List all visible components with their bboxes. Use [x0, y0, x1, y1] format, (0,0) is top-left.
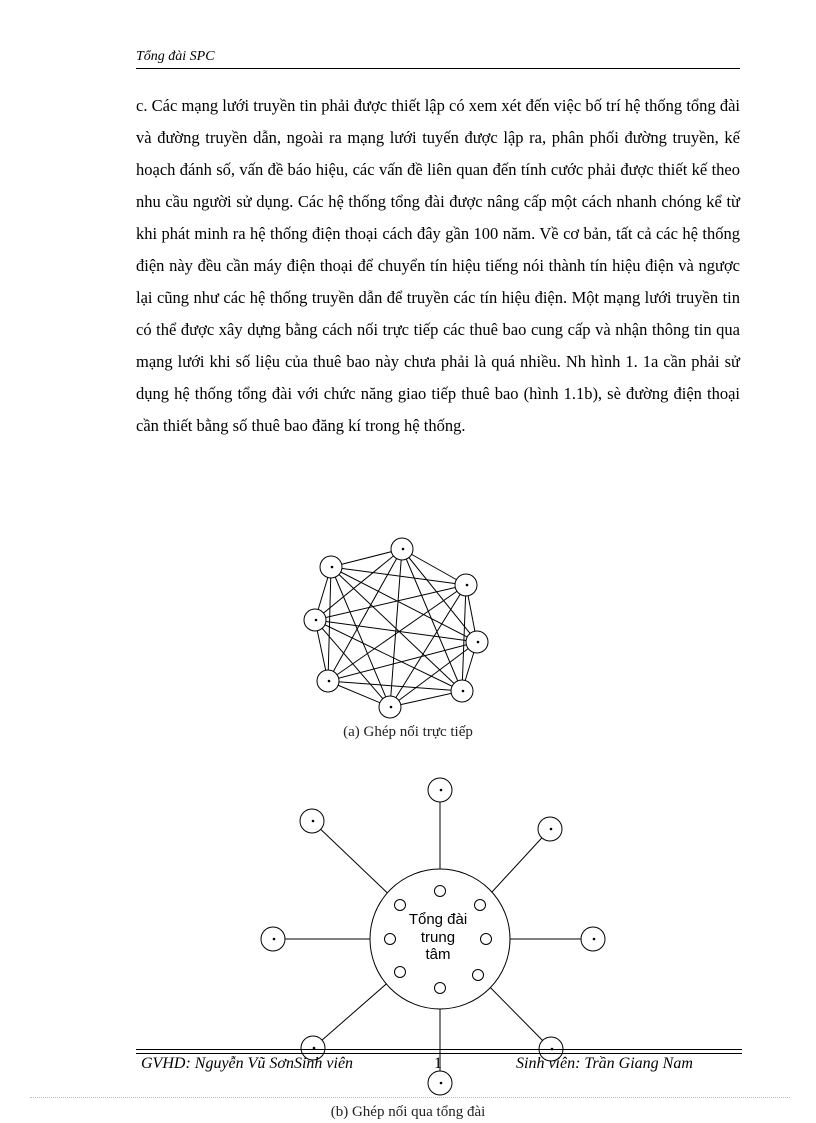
- subscriber-node-mark: [402, 548, 405, 551]
- body-paragraph: c. Các mạng lưới truyền tin phải được thiết lập có xem xét đến việc bố trí hệ thống tổng đài và đường truyền dẫn, ngoài ra mạng lưới tuyến được lập ra, phân phối đường truyền, kế hoạch đánh số, vấn đề báo hiệu, các vấn đề liên quan đến tính cước phải được thiết kế theo nhu cầu người sử dụng. Các hệ thống tổng đài được nâng cấp một cách nhanh chóng kể từ khi phát minh ra hệ thống điện thoại cách đây gần 100 năm. Về cơ bản, tất cả các hệ thống điện này đều cần máy điện thoại để chuyển tín hiệu tiếng nói thành tín hiệu điện và ngược lại cũng như các hệ thống truyền dẫn để truyền các tín hiệu điện. Một mạng lưới truyền tin có thể được xây dựng bằng cách nối trực tiếp các thuê bao cung cấp và nhận thông tin qua mạng lưới khi số liệu của thuê bao này chưa phải là quá nhiều. Nh hình 1. 1a cần phải sử dụng hệ thống tổng đài với chức năng giao tiếp thuê bao (hình 1.1b), sè đường điện thoại cần thiết bằng số thuê bao đăng kí trong hệ thống.: [136, 96, 740, 435]
- subscriber-node-mark: [440, 789, 443, 792]
- subscriber-node-mark: [312, 820, 315, 823]
- subscriber-node-mark: [593, 938, 596, 941]
- subscriber-node-mark: [331, 566, 334, 569]
- exchange-port: [481, 934, 492, 945]
- exchange-port: [395, 967, 406, 978]
- footer-rule: [136, 1049, 742, 1050]
- exchange-port: [473, 970, 484, 981]
- page-number: 1: [434, 1055, 442, 1072]
- mesh-link: [331, 567, 466, 585]
- mesh-link: [315, 620, 390, 707]
- figure-a-full-mesh: [290, 530, 510, 725]
- subscriber-node-mark: [466, 584, 469, 587]
- exchange-port: [435, 886, 446, 897]
- subscriber-node-mark: [462, 690, 465, 693]
- exchange-port: [475, 900, 486, 911]
- center-label-line-1: Tổng đài: [408, 911, 468, 928]
- mesh-link: [331, 567, 477, 642]
- center-label-line-3: tâm: [425, 946, 451, 963]
- center-label-line-2: trung: [420, 929, 456, 946]
- subscriber-node-mark: [550, 828, 553, 831]
- footer-rule-double: [136, 1053, 742, 1054]
- mesh-link: [402, 549, 462, 691]
- subscriber-node-mark: [328, 680, 331, 683]
- mesh-link: [328, 585, 466, 681]
- subscriber-node-mark: [273, 938, 276, 941]
- mesh-link: [315, 585, 466, 620]
- subscriber-node-mark: [440, 1082, 443, 1085]
- exchange-port: [385, 934, 396, 945]
- footer-left: GVHD: Nguyễn Vũ SơnSinh viên: [141, 1055, 354, 1072]
- star-link: [312, 821, 400, 905]
- subscriber-node-mark: [315, 619, 318, 622]
- exchange-port: [435, 983, 446, 994]
- mesh-link: [328, 567, 331, 681]
- subscriber-node-mark: [477, 641, 480, 644]
- exchange-port: [395, 900, 406, 911]
- figure-a-caption: (a) Ghép nối trực tiếp: [343, 724, 473, 740]
- subscriber-node-mark: [390, 706, 393, 709]
- body-text: [136, 90, 740, 442]
- footer-right: Sinh viên: Trần Giang Nam: [516, 1055, 693, 1072]
- mesh-link: [331, 567, 462, 691]
- header-rule: [136, 68, 740, 69]
- header-title: Tổng đài SPC: [136, 49, 215, 64]
- figure-b-star-exchange: [250, 770, 620, 1100]
- mesh-link: [462, 585, 466, 691]
- page-edge-dotted: [30, 1097, 790, 1098]
- figure-b-caption: (b) Ghép nối qua tổng đài: [330, 1104, 486, 1120]
